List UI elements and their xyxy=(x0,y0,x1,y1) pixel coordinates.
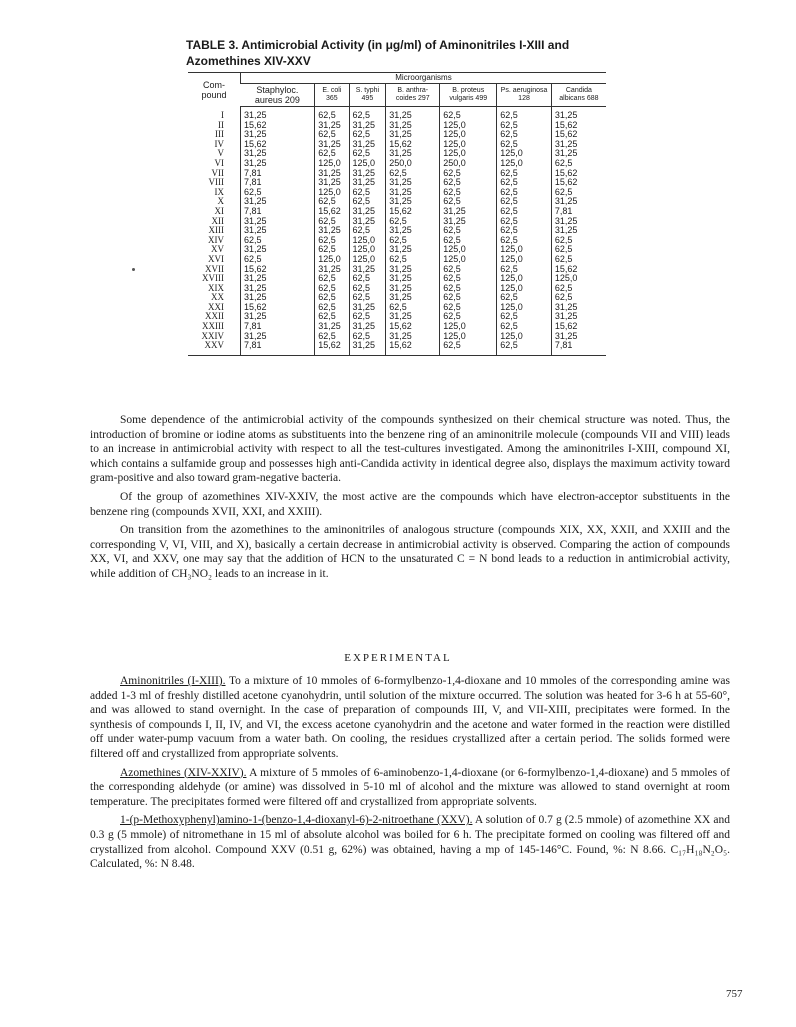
value-cell: 62,5 xyxy=(349,149,386,159)
value-cell: 62,5 xyxy=(241,236,315,246)
value-cell: 62,5 xyxy=(497,130,552,140)
value-cell: 62,5 xyxy=(315,149,349,159)
value-cell: 62,5 xyxy=(440,293,497,303)
value-cell: 7,81 xyxy=(241,169,315,179)
value-cell: 31,25 xyxy=(315,169,349,179)
value-cell: 62,5 xyxy=(497,188,552,198)
microorganisms-header: Microorganisms xyxy=(241,73,607,84)
value-cell: 62,5 xyxy=(551,245,606,255)
value-cell: 31,25 xyxy=(241,130,315,140)
table-row xyxy=(188,107,606,121)
value-cell: 125,0 xyxy=(497,255,552,265)
value-cell: 31,25 xyxy=(551,303,606,313)
value-cell: 125,0 xyxy=(315,188,349,198)
value-cell: 31,25 xyxy=(386,178,440,188)
compound-header: Com- pound xyxy=(201,79,227,100)
experimental-heading: EXPERIMENTAL xyxy=(344,652,452,664)
value-cell: 15,62 xyxy=(315,341,349,355)
compound-cell: VIII xyxy=(208,177,224,188)
compound-cell: IX xyxy=(214,186,224,197)
section-text: A mixture of 5 mmoles of 6-aminobenzo-1,4-dioxane (or 6-formylbenzo-1,4-dioxane) and 5 mmoles of the corresponding aldehyde (or amine) was dissolved in 5-10 ml of alcohol and the mixture was allowed to stand overnight at room temperature. The precipitates formed were filtered off and crystallized from appropriate solvents. xyxy=(90,766,730,808)
value-cell: 31,25 xyxy=(241,245,315,255)
value-cell: 62,5 xyxy=(551,236,606,246)
column-header: Candida albicans 688 xyxy=(551,84,606,107)
value-cell: 31,25 xyxy=(315,322,349,332)
value-cell: 31,25 xyxy=(349,217,386,227)
value-cell: 31,25 xyxy=(386,293,440,303)
value-cell: 62,5 xyxy=(349,312,386,322)
value-cell: 31,25 xyxy=(440,217,497,227)
value-cell: 62,5 xyxy=(551,255,606,265)
value-cell: 31,25 xyxy=(241,332,315,342)
value-cell: 62,5 xyxy=(315,274,349,284)
compound-cell: VI xyxy=(214,157,224,168)
value-cell: 31,25 xyxy=(241,312,315,322)
value-cell: 31,25 xyxy=(315,140,349,150)
value-cell: 31,25 xyxy=(241,293,315,303)
value-cell: 125,0 xyxy=(497,284,552,294)
value-cell: 125,0 xyxy=(440,332,497,342)
value-cell: 62,5 xyxy=(315,197,349,207)
table-container xyxy=(188,72,606,356)
compound-cell: XXI xyxy=(208,301,224,312)
value-cell: 62,5 xyxy=(440,274,497,284)
value-cell: 31,25 xyxy=(349,303,386,313)
value-cell: 31,25 xyxy=(241,217,315,227)
column-header: S. typhi 495 xyxy=(349,84,386,107)
value-cell: 62,5 xyxy=(349,107,386,121)
value-cell: 125,0 xyxy=(315,159,349,169)
value-cell: 125,0 xyxy=(497,149,552,159)
compound-cell: XVIII xyxy=(202,273,224,284)
value-cell: 62,5 xyxy=(315,312,349,322)
value-cell: 62,5 xyxy=(497,341,552,355)
value-cell: 62,5 xyxy=(440,107,497,121)
value-cell: 31,25 xyxy=(349,121,386,131)
value-cell: 15,62 xyxy=(386,140,440,150)
value-cell: 62,5 xyxy=(440,178,497,188)
value-cell: 15,62 xyxy=(386,207,440,217)
value-cell: 31,25 xyxy=(551,149,606,159)
value-cell: 62,5 xyxy=(497,293,552,303)
section-paragraph xyxy=(90,766,730,810)
table-title: TABLE 3. Antimicrobial Activity (in μg/ml) of Aminonitriles I-XIII and Azomethines XIV-XXV xyxy=(186,38,570,68)
value-cell: 62,5 xyxy=(315,245,349,255)
value-cell: 15,62 xyxy=(551,130,606,140)
value-cell: 125,0 xyxy=(497,332,552,342)
value-cell: 15,62 xyxy=(386,341,440,355)
value-cell: 31,25 xyxy=(386,130,440,140)
compound-cell: XX xyxy=(211,292,224,303)
value-cell: 31,25 xyxy=(551,140,606,150)
value-cell: 15,62 xyxy=(241,121,315,131)
value-cell: 31,25 xyxy=(241,274,315,284)
experimental-section xyxy=(90,674,730,872)
value-cell: 15,62 xyxy=(241,303,315,313)
value-cell: 31,25 xyxy=(349,265,386,275)
value-cell: 125,0 xyxy=(349,236,386,246)
value-cell: 62,5 xyxy=(349,274,386,284)
antimicrobial-table xyxy=(188,72,606,356)
value-cell: 62,5 xyxy=(349,188,386,198)
value-cell: 62,5 xyxy=(315,332,349,342)
value-cell: 125,0 xyxy=(440,255,497,265)
compound-cell: VII xyxy=(211,167,224,178)
value-cell: 62,5 xyxy=(497,226,552,236)
value-cell: 31,25 xyxy=(349,341,386,355)
value-cell: 62,5 xyxy=(440,226,497,236)
value-cell: 31,25 xyxy=(386,226,440,236)
value-cell: 62,5 xyxy=(440,341,497,355)
discussion xyxy=(90,413,730,582)
compound-cell: XIII xyxy=(208,225,224,236)
value-cell: 7,81 xyxy=(241,178,315,188)
value-cell: 31,25 xyxy=(386,197,440,207)
value-cell: 15,62 xyxy=(386,322,440,332)
value-cell: 31,25 xyxy=(241,226,315,236)
column-header: B. anthra- coides 297 xyxy=(386,84,440,107)
value-cell: 31,25 xyxy=(241,159,315,169)
section-text: A solution of 0.7 g (2.5 mmole) of azomethine XX and 0.3 g (5 mmole) of nitromethane in 15 ml of absolute alcohol was boiled for 6 h. The precipitate formed on cooling was filtered off and crystallized from alcohol. Compound XXV (0.51 g, 62%) was obtained, having a mp of 145-146°C. Found, %: N 8.66. C₁₇H₁₈N₂O₅. Calculated, %: N 8.48. xyxy=(90,814,730,871)
column-header: B. proteus vulgaris 499 xyxy=(440,84,497,107)
compound-cell: X xyxy=(217,196,224,207)
value-cell: 62,5 xyxy=(386,169,440,179)
value-cell: 250,0 xyxy=(386,159,440,169)
value-cell: 62,5 xyxy=(551,293,606,303)
value-cell: 62,5 xyxy=(315,293,349,303)
value-cell: 31,25 xyxy=(349,140,386,150)
value-cell: 15,62 xyxy=(551,322,606,332)
value-cell: 31,25 xyxy=(386,332,440,342)
compound-cell: III xyxy=(215,129,224,140)
value-cell: 31,25 xyxy=(315,226,349,236)
value-cell: 31,25 xyxy=(386,107,440,121)
section-label: 1-(p-Methoxyphenyl)amino-1-(benzo-1,4-dioxanyl-6)-2-nitroethane (XXV). xyxy=(120,814,473,827)
value-cell: 31,25 xyxy=(386,188,440,198)
compound-cell: V xyxy=(217,148,224,159)
table-body xyxy=(188,107,606,356)
value-cell: 7,81 xyxy=(551,207,606,217)
value-cell: 62,5 xyxy=(349,284,386,294)
value-cell: 15,62 xyxy=(315,207,349,217)
value-cell: 62,5 xyxy=(497,236,552,246)
value-cell: 62,5 xyxy=(497,107,552,121)
value-cell: 125,0 xyxy=(551,274,606,284)
value-cell: 31,25 xyxy=(386,245,440,255)
value-cell: 62,5 xyxy=(349,293,386,303)
value-cell: 31,25 xyxy=(551,332,606,342)
compound-cell: XIX xyxy=(208,282,224,293)
column-header: E. coli 365 xyxy=(315,84,349,107)
value-cell: 31,25 xyxy=(551,107,606,121)
paragraph: Of the group of azomethines XIV-XXIV, the most active are the compounds which have electron-acceptor substituents in the benzene ring (compounds XVII, XXI, and XXIII). xyxy=(90,490,730,518)
compound-cell: XXIII xyxy=(202,321,224,332)
value-cell: 62,5 xyxy=(315,217,349,227)
value-cell: 62,5 xyxy=(497,322,552,332)
compound-cell: XV xyxy=(211,244,224,255)
value-cell: 15,62 xyxy=(241,265,315,275)
value-cell: 125,0 xyxy=(440,140,497,150)
value-cell: 125,0 xyxy=(440,245,497,255)
value-cell: 62,5 xyxy=(551,188,606,198)
value-cell: 62,5 xyxy=(440,303,497,313)
value-cell: 62,5 xyxy=(349,130,386,140)
value-cell: 125,0 xyxy=(497,245,552,255)
value-cell: 62,5 xyxy=(497,207,552,217)
value-cell: 15,62 xyxy=(551,265,606,275)
value-cell: 62,5 xyxy=(241,188,315,198)
value-cell: 125,0 xyxy=(440,149,497,159)
value-cell: 31,25 xyxy=(315,265,349,275)
value-cell: 125,0 xyxy=(440,121,497,131)
value-cell: 62,5 xyxy=(386,303,440,313)
compound-cell: XI xyxy=(214,205,224,216)
value-cell: 31,25 xyxy=(241,284,315,294)
value-cell: 62,5 xyxy=(497,121,552,131)
compound-cell: IV xyxy=(214,138,224,149)
value-cell: 31,25 xyxy=(241,149,315,159)
value-cell: 125,0 xyxy=(349,159,386,169)
section-label: Azomethines (XIV-XXIV). xyxy=(120,766,247,779)
value-cell: 31,25 xyxy=(241,107,315,121)
compound-cell: XII xyxy=(211,215,224,226)
value-cell: 31,25 xyxy=(315,178,349,188)
value-cell: 31,25 xyxy=(349,169,386,179)
value-cell: 125,0 xyxy=(440,322,497,332)
value-cell: 15,62 xyxy=(551,178,606,188)
column-header: Ps. aeruginosa 128 xyxy=(497,84,552,107)
value-cell: 62,5 xyxy=(440,284,497,294)
table-row xyxy=(188,341,606,355)
compound-cell: II xyxy=(218,119,224,130)
value-cell: 62,5 xyxy=(386,236,440,246)
value-cell: 31,25 xyxy=(386,284,440,294)
page-number: 757 xyxy=(726,988,743,1000)
value-cell: 62,5 xyxy=(349,197,386,207)
value-cell: 15,62 xyxy=(241,140,315,150)
value-cell: 62,5 xyxy=(386,255,440,265)
value-cell: 62,5 xyxy=(349,332,386,342)
paragraph: Some dependence of the antimicrobial activity of the compounds synthesized on their chemical structure was noted. Thus, the introduction of bromine or iodine atoms as substituents into the benzene ring of an aminonitrile molecule (compounds VII and VIII) leads to an increase in antimicrobial activity with respect to all the test-cultures investigated. Among the aminonitriles I-XIII, compound XI, which contains a sulfamide group and possesses high anti-Candida activity in identical degree also, displays the maximum activity toward gram-positive and also toward gram-negative bacteria. xyxy=(90,414,730,485)
value-cell: 62,5 xyxy=(315,107,349,121)
compound-cell: XVI xyxy=(208,253,224,264)
value-cell: 31,25 xyxy=(386,312,440,322)
value-cell: 62,5 xyxy=(551,284,606,294)
value-cell: 62,5 xyxy=(440,169,497,179)
value-cell: 125,0 xyxy=(497,274,552,284)
value-cell: 31,25 xyxy=(551,217,606,227)
value-cell: 62,5 xyxy=(315,236,349,246)
value-cell: 31,25 xyxy=(386,265,440,275)
section-text: To a mixture of 10 mmoles of 6-formylbenzo-1,4-dioxane and 10 mmoles of the corresponding amine was added 1-3 ml of freshly distilled acetone cyanohydrin, until solution of the mixture occurred. The solution was heated for 3-6 h at 55-60°, and was allowed to stand overnight. In the case of preparation of compounds III, V, and VII-XIII, precipitates were formed. In the synthesis of compounds I, II, IV, and VI, the excess acetone cyanohydrin and the acetone and water formed in the reaction were distilled off under water-pump vacuum from a water bath. On cooling, the residues crystallized after a certain period. The solids formed were filtered off and crystallized from appropriate solvents. xyxy=(90,675,731,760)
value-cell: 62,5 xyxy=(440,312,497,322)
value-cell: 62,5 xyxy=(440,236,497,246)
value-cell: 31,25 xyxy=(386,274,440,284)
value-cell: 125,0 xyxy=(440,130,497,140)
value-cell: 31,25 xyxy=(349,322,386,332)
value-cell: 125,0 xyxy=(497,159,552,169)
value-cell: 62,5 xyxy=(497,217,552,227)
compound-cell: XIV xyxy=(208,234,224,245)
value-cell: 62,5 xyxy=(497,312,552,322)
value-cell: 62,5 xyxy=(497,178,552,188)
value-cell: 62,5 xyxy=(315,284,349,294)
value-cell: 250,0 xyxy=(440,159,497,169)
value-cell: 62,5 xyxy=(497,169,552,179)
value-cell: 7,81 xyxy=(551,341,606,355)
value-cell: 31,25 xyxy=(440,207,497,217)
value-cell: 62,5 xyxy=(349,226,386,236)
value-cell: 62,5 xyxy=(497,265,552,275)
value-cell: 31,25 xyxy=(315,121,349,131)
section-paragraph xyxy=(90,674,730,762)
value-cell: 62,5 xyxy=(386,217,440,227)
value-cell: 62,5 xyxy=(315,303,349,313)
compound-cell: XXIV xyxy=(201,330,224,341)
value-cell: 62,5 xyxy=(440,265,497,275)
compound-cell: I xyxy=(221,109,224,120)
value-cell: 31,25 xyxy=(551,312,606,322)
value-cell: 31,25 xyxy=(349,207,386,217)
value-cell: 125,0 xyxy=(315,255,349,265)
value-cell: 125,0 xyxy=(349,245,386,255)
value-cell: 31,25 xyxy=(551,226,606,236)
value-cell: 31,25 xyxy=(349,178,386,188)
column-header: Staphyloc. aureus 209 xyxy=(241,84,315,107)
value-cell: 62,5 xyxy=(551,159,606,169)
compound-cell: XXV xyxy=(204,340,224,351)
value-cell: 15,62 xyxy=(551,169,606,179)
section-label: Aminonitriles (I-XIII). xyxy=(120,675,226,687)
value-cell: 31,25 xyxy=(551,197,606,207)
value-cell: 31,25 xyxy=(241,197,315,207)
value-cell: 125,0 xyxy=(497,303,552,313)
value-cell: 7,81 xyxy=(241,341,315,355)
value-cell: 31,25 xyxy=(386,121,440,131)
value-cell: 15,62 xyxy=(551,121,606,131)
value-cell: 62,5 xyxy=(315,130,349,140)
paragraph: On transition from the azomethines to the aminonitriles of analogous structure (compounds XIX, XX, XXII, and XXIII and the corresponding V, VI, VIII, and X), basically a certain decrease in antimicrobial activity is observed. Comparing the action of compounds XX, VI, and XXV, one may say that the addition of HCN to the unsaturated C = N bond leads to a reduction in antimicrobial activity, while addition of CH₃NO₂ leads to an increase in it. xyxy=(90,524,730,580)
value-cell: 62,5 xyxy=(440,188,497,198)
stray-dot xyxy=(132,268,135,271)
value-cell: 62,5 xyxy=(497,197,552,207)
value-cell: 7,81 xyxy=(241,322,315,332)
value-cell: 62,5 xyxy=(241,255,315,265)
value-cell: 125,0 xyxy=(349,255,386,265)
compound-cell: XXII xyxy=(205,311,224,322)
section-paragraph xyxy=(90,813,730,871)
value-cell: 7,81 xyxy=(241,207,315,217)
value-cell: 62,5 xyxy=(497,140,552,150)
value-cell: 62,5 xyxy=(440,197,497,207)
value-cell: 31,25 xyxy=(386,149,440,159)
compound-cell: XVII xyxy=(205,263,224,274)
